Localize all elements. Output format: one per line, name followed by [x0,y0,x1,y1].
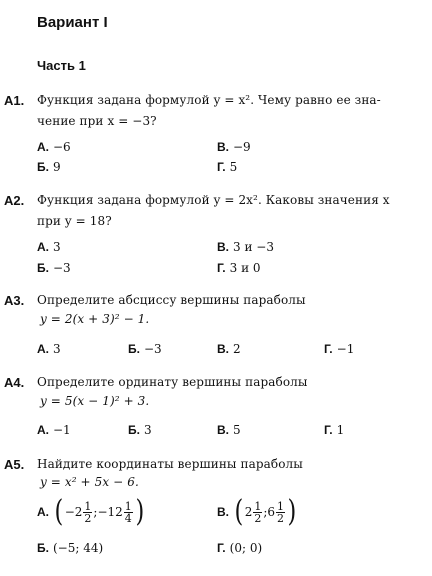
question-number: А3. [4,293,25,308]
question-formula: y = 2(x + 3)² − 1. [40,312,150,326]
question-text-line1: Определите ординату вершины параболы [37,375,308,389]
question-number: А2. [4,193,25,208]
answer-option: Г. 5 [217,160,238,174]
answer-option: В. 3 и −3 [217,240,274,254]
question-text-line1: Функция задана формулой y = 2x². Каковы значения x [37,193,390,207]
answer-option: Г. (0; 0) [217,541,263,555]
question-text-line1: Найдите координаты вершины параболы [37,457,303,471]
question-text-line1: Функция задана формулой y = x². Чему равно ее зна- [37,93,381,107]
answer-option: Г. −1 [324,342,355,356]
part-heading: Часть 1 [37,58,86,73]
question-text-line1: Определите абсциссу вершины параболы [37,293,306,307]
question-text-line2: при y = 18? [37,214,112,228]
answer-option: Г. 3 и 0 [217,261,261,275]
answer-option: В. −9 [217,140,251,154]
answer-label: А. [37,505,49,519]
answer-option-fraction: А. ( −2 $\frac{1}{2}$ ;−12 $\frac{1}{4}$ ) [37,494,145,529]
answer-option: А. −1 [37,423,71,437]
question-formula: y = x² + 5x − 6. [40,475,139,489]
answer-label: В. [217,505,229,519]
answer-option: А. −6 [37,140,71,154]
answer-option: Б. −3 [128,342,162,356]
answer-option: Г. 1 [324,423,345,437]
answer-option: В. 2 [217,342,241,356]
question-number: А1. [4,93,25,108]
answer-option: В. 5 [217,423,241,437]
answer-option: А. 3 [37,342,61,356]
question-number: А5. [4,457,25,472]
question-number: А4. [4,375,25,390]
answer-option: Б. 3 [128,423,152,437]
answer-option-fraction: В. ( 2 $\frac{1}{2}$ ;6 $\frac{1}{2}$ ) [217,494,297,529]
answer-option: А. 3 [37,240,61,254]
answer-option: Б. −3 [37,261,71,275]
question-text-line2: чение при x = −3? [37,114,157,128]
variant-title: Вариант I [37,14,108,31]
answer-option: Б. (−5; 44) [37,541,104,555]
answer-option: Б. 9 [37,160,61,174]
question-formula: y = 5(x − 1)² + 3. [40,394,150,408]
